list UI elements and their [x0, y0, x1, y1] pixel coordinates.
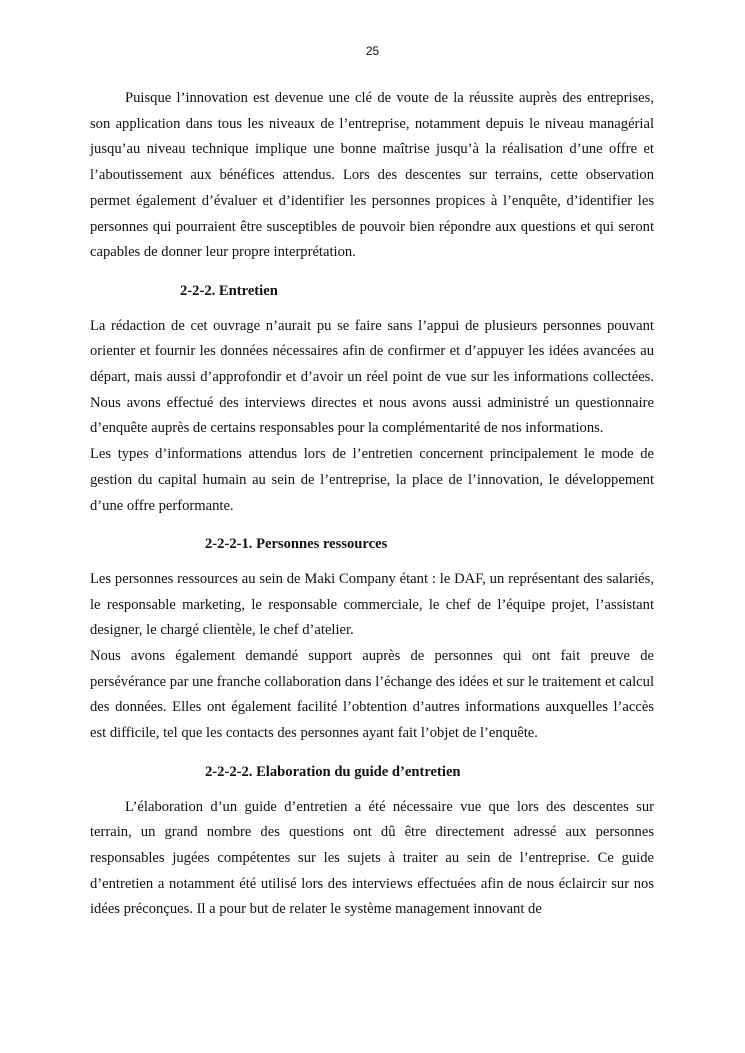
paragraph-guide-entretien: L’élaboration d’un guide d’entretien a été nécessaire vue que lors des descentes sur terrain, un grand nombre des questions ont dû être directement adressé aux personnes responsables jugées compétentes sur les sujets à traiter au sein de l’entreprise. Ce guide d’entretien a notamment été utilisé lors des interviews effectuées afin de nous éclaircir sur nos idées préconçues. Il a pour but de relater le système management innovant de — [90, 798, 654, 918]
heading-personnes-ressources: 2-2-2-1. Personnes ressources — [205, 536, 388, 553]
document-body — [90, 86, 654, 923]
paragraph-redaction: La rédaction de cet ouvrage n’aurait pu se faire sans l’appui de plusieurs personnes pouvant orienter et fournir les données nécessaires afin de confirmer et d’appuyer les idées avancées au départ, mais aussi d’approfondir et d’avoir un réel point de vue sur les informations collectées. Nous avons effectué des interviews directes et nous avons aussi administré un questionnaire d’enquête auprès de certains responsables pour la complémentarité de nos informations. — [90, 317, 654, 437]
paragraph-support: Nous avons également demandé support auprès de personnes qui ont fait preuve de persévérance par une franche collaboration dans l’échange des idées et sur le traitement et calcul des données. Elles ont également facilité l’obtention d’autres informations auxquelles l’accès est difficile, tel que les contacts des personnes ayant fait l’objet de l’enquête. — [90, 648, 655, 742]
paragraph-personnes-ressources: Les personnes ressources au sein de Maki Company étant : le DAF, un représentant des salariés, le responsable marketing, le responsable commerciale, le chef de l’équipe projet, l’assistant designer, le chargé clientèle, le chef d’atelier. — [90, 570, 654, 639]
heading-guide-entretien: 2-2-2-2. Elaboration du guide d’entretien — [205, 763, 461, 780]
page-number: 25 — [365, 44, 380, 58]
paragraph-types-informations: Les types d’informations attendus lors de l’entretien concernent principalement le mode de gestion du capital humain au sein de l’entreprise, la place de l’innovation, le développement d’une offre performante. — [90, 446, 654, 514]
heading-entretien: 2-2-2. Entretien — [180, 282, 278, 299]
paragraph-innovation: Puisque l’innovation est devenue une clé de voute de la réussite auprès des entreprises, son application dans tous les niveaux de l’entreprise, notamment depuis le niveau managérial jusqu’au niveau technique implique une bonne maîtrise jusqu’à la réalisation d’une offre et l’aboutissement aux bénéfices attendus. Lors des descentes sur terrains, cette observation permet également d’évaluer et d’identifier les personnes propices à l’enquête, d’identifier les personnes qui pourraient être susceptibles de pouvoir bien répondre aux questions et qui seront capables de donner leur propre interprétation. — [90, 90, 654, 261]
